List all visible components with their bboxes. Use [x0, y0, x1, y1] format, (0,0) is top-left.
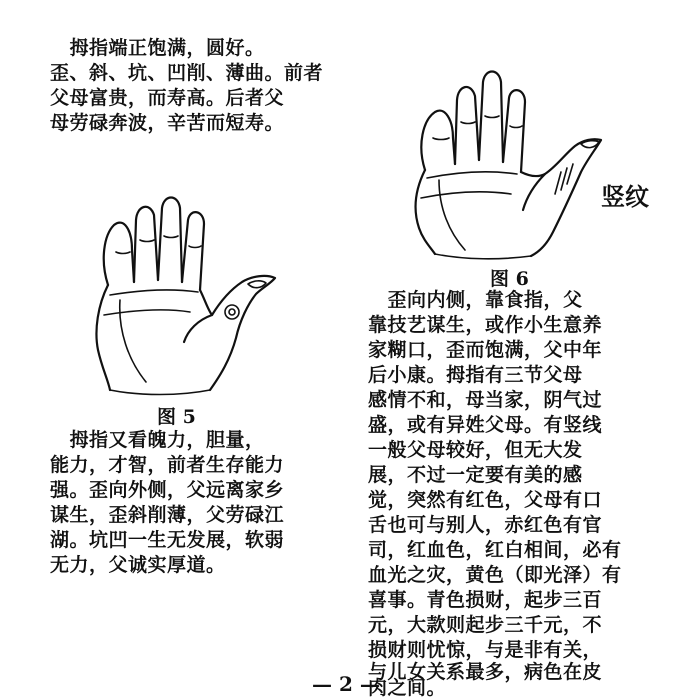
palm-illustration-figure-5 [80, 190, 300, 400]
text-line: 损财则忧惊，与是非有关， [368, 639, 603, 661]
text-line: 展，不过一定要有美的感 [368, 464, 583, 486]
text-line: 拇指端正饱满，圆好。 [50, 37, 265, 59]
text-line: 后小康。拇指有三节父母 [368, 364, 583, 386]
text-line: 家糊口，歪而饱满，父中年 [368, 339, 603, 361]
page-number: — 2 — [312, 672, 380, 696]
text-line: 司，红血色，红白相间，必有 [368, 539, 622, 561]
text-line: 拇指又看魄力，胆量， [50, 429, 265, 451]
text-line: 能力，才智，前者生存能力 [50, 454, 285, 476]
text-line: 感情不和，母当家，阴气过 [368, 389, 603, 411]
text-line: 一般父母较好，但无大发 [368, 439, 583, 461]
palm-illustration-figure-6 [405, 60, 649, 265]
text-line: 无力，父诚实厚道。 [50, 554, 226, 576]
text-line: 湖。坑凹一生无发展，软弱 [50, 529, 285, 551]
text-line: 元，大款则起步三千元，不 [368, 614, 603, 636]
text-line: 盛，或有异姓父母。有竖线 [368, 414, 603, 436]
text-line: 歪、斜、坑、凹削、薄曲。前者 [50, 62, 324, 84]
figure-5-caption: 图 5 [157, 406, 196, 428]
figure-6-caption: 图 6 [490, 268, 529, 290]
text-line: 舌也可与别人，赤红色有官 [368, 514, 603, 536]
text-line: 父母富贵，而寿高。后者父 [50, 87, 285, 109]
text-line: 血光之灾，黄色（即光泽）有 [368, 564, 622, 586]
text-line: 觉，突然有红色，父母有口 [368, 489, 603, 511]
vertical-line-label: 竖纹 [601, 182, 649, 211]
text-line: 母劳碌奔波，辛苦而短寿。 [50, 112, 285, 134]
text-line: 与儿女关系最多，病色在皮 [368, 661, 603, 683]
text-line: 谋生，歪斜削薄，父劳碌江 [50, 504, 285, 526]
text-line: 歪向内侧，靠食指，父 [368, 289, 583, 311]
text-line: 喜事。青色损财，起步三百 [368, 589, 603, 611]
text-line: 强。歪向外侧，父远离家乡 [50, 479, 285, 501]
text-line: 靠技艺谋生，或作小生意养 [368, 314, 603, 336]
text-line: 肉之间。 [368, 677, 447, 699]
